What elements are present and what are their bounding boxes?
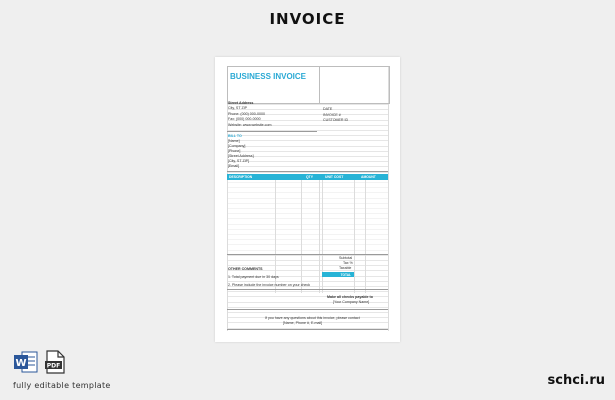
bill-to-name: [Name]: [228, 139, 240, 143]
pdf-icon-letter: PDF: [46, 362, 61, 370]
grid-hline: [227, 146, 388, 147]
tax-rate-label: Tax %: [343, 261, 353, 265]
grid-hline: [227, 172, 388, 173]
grid-hline: [227, 224, 388, 225]
page-title: INVOICE: [269, 10, 346, 28]
section-separator: [227, 309, 388, 310]
sender-city: City, ST ZIP: [228, 106, 248, 110]
grid-hline: [227, 291, 388, 292]
sender-website: Website: www.website.com: [228, 123, 272, 127]
grid-hline: [227, 250, 388, 251]
comment-line-1: 1. Total payment due in 30 days: [228, 275, 279, 279]
subtotal-label: Subtotal: [339, 256, 353, 260]
footer-line-1: If you have any questions about this invoice, please contact: [265, 316, 360, 320]
grid-hline: [227, 244, 388, 245]
grid-hline: [227, 187, 388, 188]
total-box: [322, 272, 354, 277]
grid-hline: [227, 140, 388, 141]
grid-hline: [227, 151, 388, 152]
col-qty: QTY: [306, 175, 313, 179]
section-separator: [227, 171, 388, 172]
bill-to-email: [Email]: [228, 164, 239, 168]
grid-hline: [227, 203, 388, 204]
customer-id-label: CUSTOMER ID: [323, 118, 349, 122]
grid-hline: [227, 198, 388, 199]
brand-logo-text: schci.ru: [547, 373, 605, 388]
section-separator: [227, 329, 388, 330]
grid-hline: [227, 218, 388, 219]
bill-to-city: [City, ST ZIP]: [228, 159, 250, 163]
grid-vline: [388, 66, 389, 331]
pdf-icon: [44, 350, 66, 374]
comment-line-2: 2. Please include the invoice number on your check: [228, 283, 311, 287]
grid-hline: [227, 255, 388, 256]
col-description: DESCRIPTION: [229, 175, 253, 179]
footer-line-2: [Name, Phone #, E-mail]: [283, 321, 323, 325]
taxable-label: Taxable: [339, 266, 352, 270]
grid-hline: [227, 135, 388, 136]
grid-hline: [227, 234, 388, 235]
grid-hline: [227, 307, 388, 308]
col-unit-cost: UNIT COST: [325, 175, 344, 179]
grid-hline: [227, 208, 388, 209]
invoice-sheet: [215, 57, 400, 342]
column-header-bar: [227, 174, 388, 180]
word-icon: [13, 351, 41, 373]
grid-hline: [227, 182, 388, 183]
sender-phone: Phone: (000) 000-0000: [228, 112, 265, 116]
grid-hline: [227, 161, 388, 162]
grid-hline: [227, 239, 388, 240]
bill-to-label: BILL TO: [228, 134, 242, 138]
grid-hline: [227, 109, 388, 110]
sender-fax: Fax: (000) 000-0000: [228, 117, 261, 121]
grid-hline: [227, 265, 388, 266]
invoice-number-label: INVOICE #: [323, 113, 341, 117]
comments-label: OTHER COMMENTS: [228, 267, 263, 271]
sender-address: Street Address: [228, 101, 254, 105]
bill-to-phone: [Phone]: [228, 149, 241, 153]
grid-hline: [227, 229, 388, 230]
invoice-title: BUSINESS INVOICE: [230, 72, 307, 81]
col-amount: AMOUNT: [361, 175, 376, 179]
grid-hline: [227, 213, 388, 214]
payable-line-2: [Your Company Name]: [333, 300, 370, 304]
section-separator: [227, 254, 388, 255]
total-label: TOTAL: [340, 273, 351, 277]
section-separator: [227, 131, 317, 132]
template-caption: fully editable template: [13, 381, 111, 390]
grid-hline: [227, 281, 388, 282]
grid-hline: [227, 166, 388, 167]
grid-hline: [227, 192, 388, 193]
section-separator: [227, 289, 388, 290]
header-divider: [319, 66, 320, 104]
bill-to-company: [Company]: [228, 144, 246, 148]
payable-line-1: Make all checks payable to: [327, 295, 373, 299]
bill-to-address: [Street Address]: [228, 154, 254, 158]
date-label: DATE: [323, 107, 333, 111]
word-icon-letter: W: [15, 358, 27, 369]
grid-hline: [227, 260, 388, 261]
grid-hline: [227, 312, 388, 313]
